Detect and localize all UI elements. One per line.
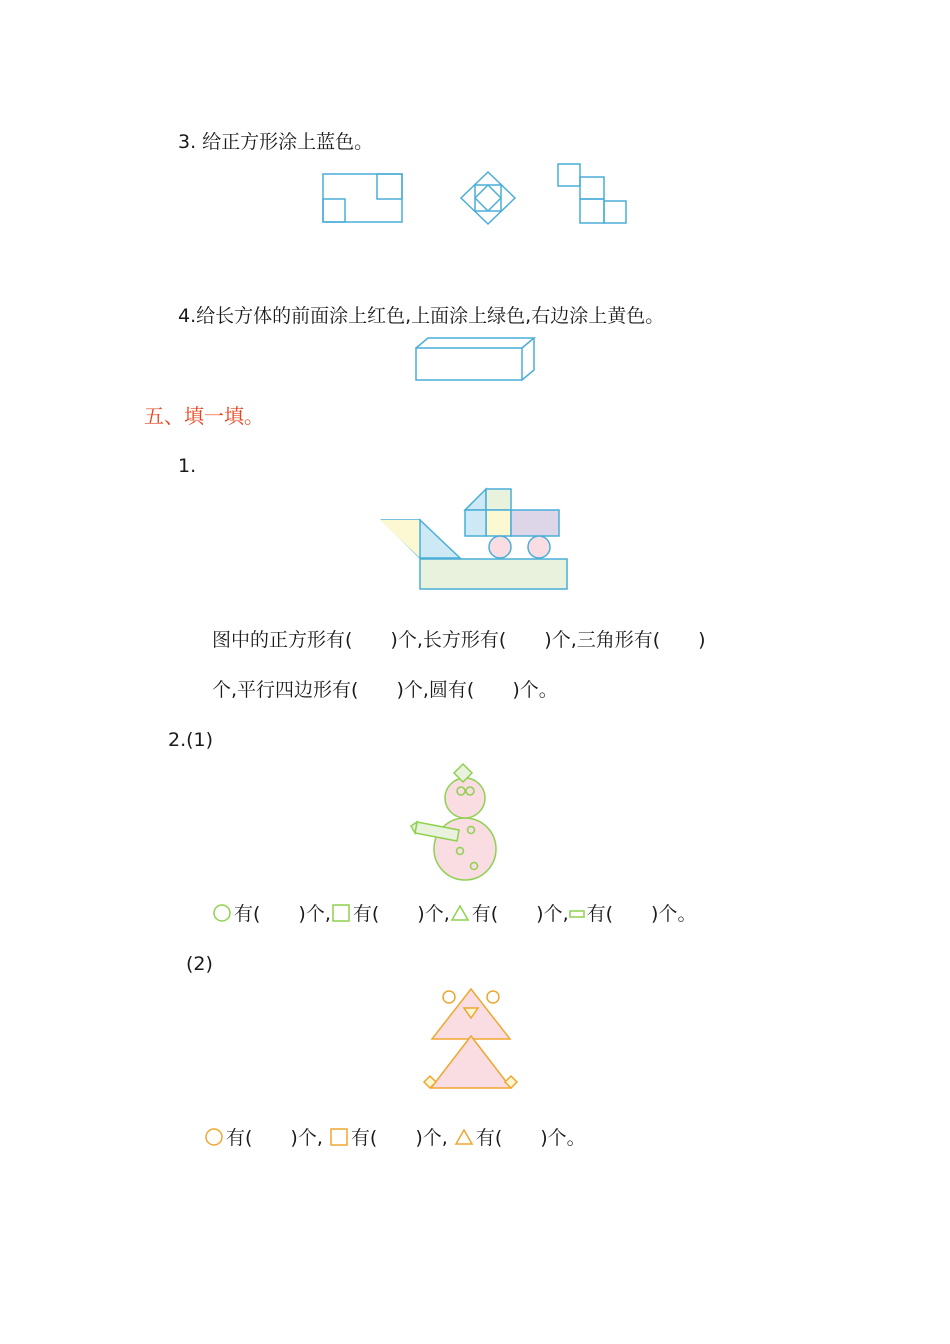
square-symbol-icon [331,903,351,923]
triangle-count-blank: 有( )个, [471,903,569,925]
triangle-count-blank: 有( )个。 [475,1127,586,1149]
rectangle-count-blank: 有( )个。 [586,903,697,925]
square-count-blank: 有( )个, [350,1127,448,1149]
truck-figure [380,484,575,594]
cuboid-figure [412,334,542,384]
square-count-blank: 有( )个, [352,903,450,925]
question-5-1-number: 1. [178,455,197,477]
circle-count-blank: 有( )个, [234,903,331,925]
circle-symbol-icon [212,903,232,923]
circle-count-blank: 有( )个, [226,1127,323,1149]
square-symbol-icon [329,1127,349,1147]
question-3-shapes [320,160,640,230]
question-5-2-part-1-label: 2.(1) [168,729,214,751]
staircase-squares-shape [558,164,626,223]
question-5-2-part-1-answers [212,902,696,926]
question-5-2-part-2-answers [204,1126,586,1150]
circle-symbol-icon [204,1127,224,1147]
composite-rectangle-shape [323,174,402,222]
question-5-1-line-1: 图中的正方形有( )个,长方形有( )个,三角形有( ) [212,629,706,651]
question-3-text: 3. 给正方形涂上蓝色。 [178,131,374,153]
question-5-2-part-2-label: (2) [186,953,213,975]
bird-figure [418,984,523,1094]
snowman-figure [405,758,510,888]
rectangle-symbol-icon [569,903,585,923]
question-5-1-line-2: 个,平行四边形有( )个,圆有( )个。 [212,679,558,701]
diamond-with-square-shape [461,172,515,224]
triangle-symbol-icon [454,1127,474,1147]
section-5-heading: 五、填一填。 [144,404,264,428]
triangle-symbol-icon [450,903,470,923]
question-4-text: 4.给长方体的前面涂上红色,上面涂上绿色,右边涂上黄色。 [178,305,665,327]
